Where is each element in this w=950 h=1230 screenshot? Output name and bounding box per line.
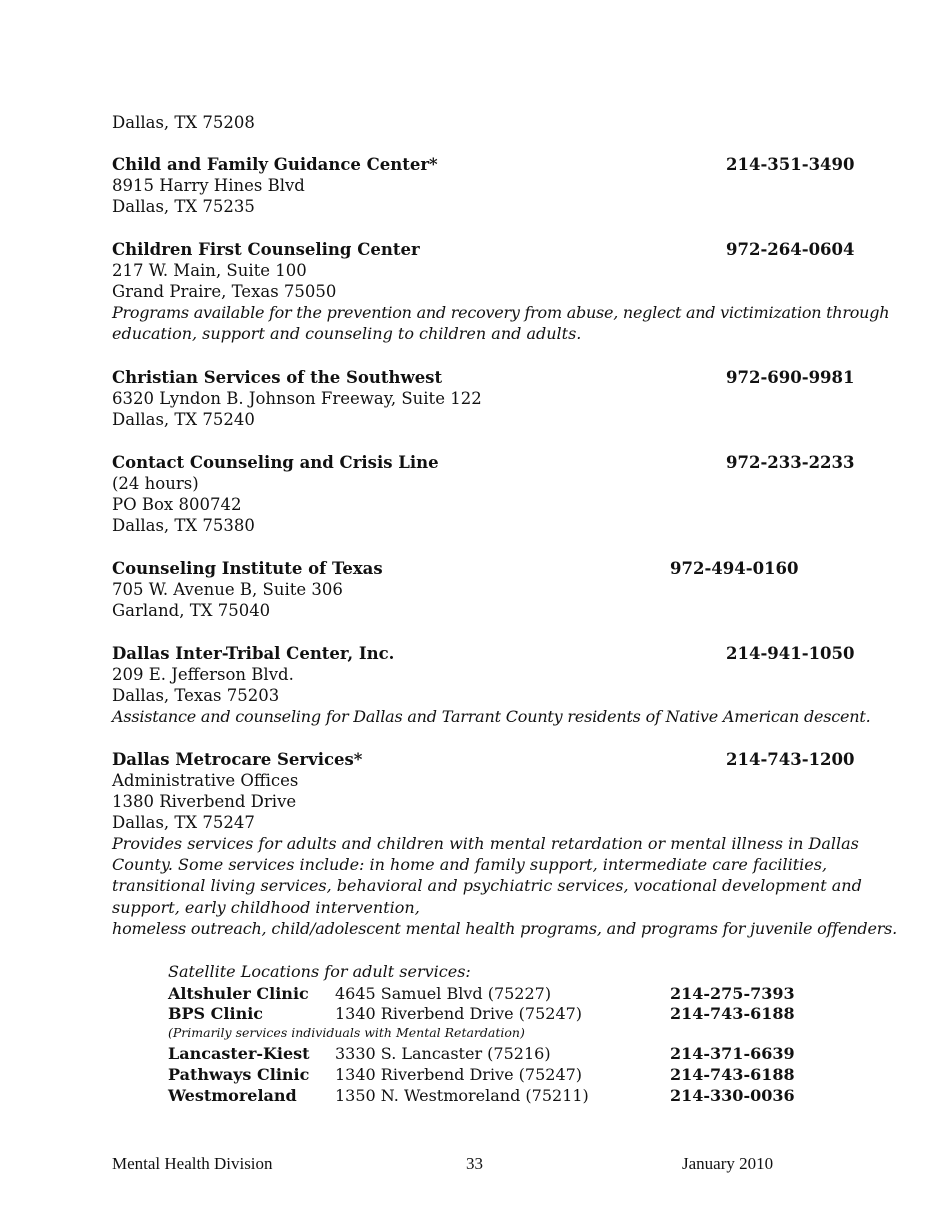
clinic-phone: 214-743-6188 [670, 1004, 795, 1023]
footer-date: January 2010 [682, 1154, 774, 1173]
clinic-address: 1350 N. Westmoreland (75211) [335, 1086, 589, 1105]
address-line: 217 W. Main, Suite 100 [112, 261, 307, 280]
address-line: PO Box 800742 [112, 495, 242, 514]
clinic-phone: 214-275-7393 [670, 984, 795, 1003]
address-line: 1380 Riverbend Drive [112, 792, 297, 811]
address-line: Garland, TX 75040 [112, 601, 271, 620]
clinic-phone: 214-371-6639 [670, 1044, 795, 1063]
description-line: Provides services for adults and children with mental retardation or mental illness in Dallas [112, 834, 859, 853]
clinic-name: Lancaster-Kiest [168, 1044, 310, 1063]
address-line: 8915 Harry Hines Blvd [112, 176, 305, 195]
clinic-name: Westmoreland [168, 1086, 297, 1105]
clinic-phone: 214-743-6188 [670, 1065, 795, 1084]
description-line: education, support and counseling to children and adults. [112, 324, 582, 343]
org-phone: 972-233-2233 [726, 453, 855, 472]
clinic-phone: 214-330-0036 [670, 1086, 795, 1105]
address-line: Dallas, TX 75240 [112, 410, 255, 429]
address-line: Dallas, Texas 75203 [112, 686, 280, 705]
address-line: 209 E. Jefferson Blvd. [112, 665, 294, 684]
clinic-name: BPS Clinic [168, 1004, 264, 1023]
carryover-city: Dallas, TX 75208 [112, 113, 255, 132]
address-line: 705 W. Avenue B, Suite 306 [112, 580, 343, 599]
clinic-name: Altshuler Clinic [168, 984, 309, 1003]
address-line: Dallas, TX 75380 [112, 516, 255, 535]
address-line: 6320 Lyndon B. Johnson Freeway, Suite 122 [112, 389, 482, 408]
satellite-heading: Satellite Locations for adult services: [168, 962, 471, 981]
org-name: Christian Services of the Southwest [112, 368, 443, 387]
footer-page-number: 33 [466, 1154, 483, 1173]
org-phone: 214-743-1200 [726, 750, 855, 769]
org-name: Dallas Inter-Tribal Center, Inc. [112, 644, 395, 663]
footer-division: Mental Health Division [112, 1154, 273, 1173]
clinic-address: 1340 Riverbend Drive (75247) [335, 1065, 583, 1084]
org-name: Counseling Institute of Texas [112, 559, 383, 578]
org-name: Contact Counseling and Crisis Line [112, 453, 439, 472]
clinic-address: 3330 S. Lancaster (75216) [335, 1044, 551, 1063]
org-phone: 972-264-0604 [726, 240, 855, 259]
org-phone: 972-494-0160 [670, 559, 799, 578]
org-name: Children First Counseling Center [112, 240, 420, 259]
address-line: Grand Praire, Texas 75050 [112, 282, 337, 301]
description-line: Assistance and counseling for Dallas and Tarrant County residents of Native American descent. [112, 707, 871, 726]
org-phone: 214-941-1050 [726, 644, 855, 663]
description-line: support, early childhood intervention, [112, 898, 420, 917]
clinic-address: 1340 Riverbend Drive (75247) [335, 1004, 583, 1023]
clinic-name: Pathways Clinic [168, 1065, 310, 1084]
description-line: County. Some services include: in home and family support, intermediate care facilities, [112, 855, 828, 874]
bps-note: (Primarily services individuals with Mental Retardation) [168, 1025, 525, 1040]
address-line: Administrative Offices [112, 771, 299, 790]
description-line: homeless outreach, child/adolescent mental health programs, and programs for juvenile offenders. [112, 919, 898, 938]
description-line: transitional living services, behavioral and psychiatric services, vocational development and [112, 876, 862, 895]
org-phone: 972-690-9981 [726, 368, 855, 387]
address-line: Dallas, TX 75235 [112, 197, 255, 216]
org-phone: 214-351-3490 [726, 155, 855, 174]
address-line: (24 hours) [112, 474, 199, 493]
description-line: Programs available for the prevention and recovery from abuse, neglect and victimization through [112, 303, 890, 322]
address-line: Dallas, TX 75247 [112, 813, 255, 832]
org-name: Child and Family Guidance Center* [112, 155, 438, 174]
org-name: Dallas Metrocare Services* [112, 750, 363, 769]
clinic-address: 4645 Samuel Blvd (75227) [335, 984, 552, 1003]
